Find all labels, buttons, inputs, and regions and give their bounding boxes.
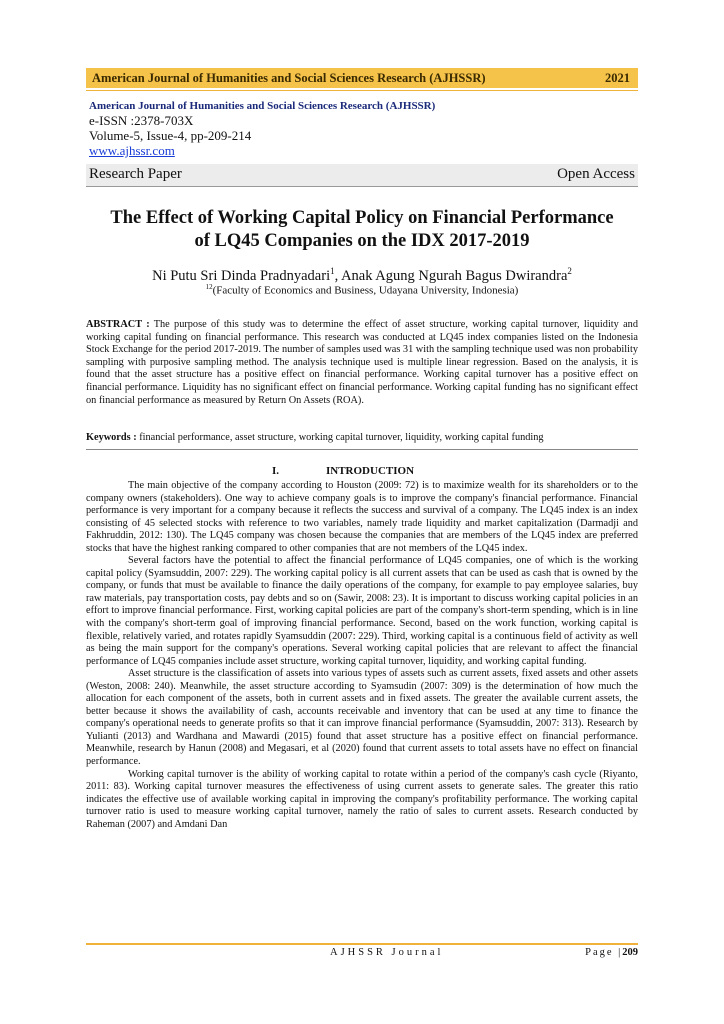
abstract-text: The purpose of this study was to determine the effect of asset structure, working capital turnover, liquidity and working capital funding on financial performance. This research was conducted at LQ45 index companies listed on the Indonesia Stock Exchange for the period 2017-2019. The number of samples used was 31 with the sampling technique used was non probability sampling with purposive sampling method. The analysis technique used is multiple linear regression. Based on the analysis, it is found that the asset structure has a positive effect on financial performance. Working capital turnover has a positive effect on financial performance. Liquidity has no significant effect on financial performance. Working capital funding has no significant effect on financial performance as measured by Return On Assets (ROA). (86, 319, 639, 406)
paragraph: Several factors have the potential to affect the financial performance of LQ45 companies, one of which is the working capital policy (Syamsuddin, 2007: 229). The working capital policy is all current assets that can be used as cash that is owned by the company, or funds that must be available to finance the daily operations of the company, for example to pay employee salaries, buy raw materials, pay transportation costs, pay debts and so on (Sawir, 2008: 23). It is important to discuss working capital policies in an effort to improve financial performance. First, working capital policies are part of the company's short-term spending, which is in line with the company's short-term goal of improving financial performance. Second, based on the work function, working capital is flexible, relatively varied, and rotates rapidly Syamsuddin (2007: 229). Third, working capital is a continuous field of activity as well as being the main support for the company's operations. Several working capital policies that are relevant to affect the financial performance of LQ45 companies include asset structure, working capital turnover, liquidity, and working capital funding. (86, 555, 638, 667)
section-title: INTRODUCTION (326, 465, 415, 477)
footer-divider (86, 943, 638, 945)
footer-page-number: 209 (622, 947, 638, 958)
body-text (86, 480, 638, 831)
keywords (86, 432, 646, 445)
paper-title (86, 207, 638, 253)
paper-type-bar (86, 164, 638, 187)
author-2: Anak Agung Ngurah Bagus Dwirandra (341, 267, 568, 284)
journal-header-year: 2021 (605, 71, 630, 85)
paragraph: Asset structure is the classification of assets into various types of assets such as current assets, fixed assets and other assets (Weston, 2008: 240). Meanwhile, the asset structure according to Syamsudin (2007: 309) is the determination of how much the allocation for each component of the assets, both in current assets and in fixed assets. The greater the available current assets, the better because it shows the availability of cash, accounts receivable and inventory that can be used at any time to finance the company's operational needs to generate profits so that it can improve financial performance (Syamsuddin, 2007: 313). Research by Yulianti (2013) and Wardhana and Mawardi (2015) found that asset structure has a positive effect on financial performance. Meanwhile, research by Hanun (2008) and Megasari, et al (2020) found that current assets to total assets have no effect on financial performance. (86, 668, 638, 768)
author-list (86, 262, 638, 285)
author-1-sup: 1 (330, 266, 335, 276)
section-number: I. (272, 465, 280, 477)
keywords-label: Keywords : (86, 432, 137, 443)
page-footer (86, 947, 638, 961)
journal-url-link[interactable]: www.ajhssr.com (89, 143, 175, 158)
footer-page (585, 947, 638, 958)
paper-type: Research Paper (89, 166, 182, 182)
footer-page-label: Page | (585, 947, 623, 958)
author-2-sup: 2 (567, 266, 572, 276)
affiliation-text: (Faculty of Economics and Business, Udayana University, Indonesia) (212, 284, 519, 297)
volume-issue: Volume-5, Issue-4, pp-209-214 (89, 128, 252, 143)
author-1: Ni Putu Sri Dinda Pradnyadari (152, 267, 331, 284)
abstract-label: ABSTRACT : (86, 319, 150, 330)
journal-header-title: American Journal of Humanities and Social Sciences Research (AJHSSR) (92, 71, 486, 85)
issn: e-ISSN :2378-703X (89, 113, 194, 128)
author-separator: , (334, 267, 342, 284)
affiliation (86, 283, 638, 297)
paragraph: The main objective of the company according to Houston (2009: 72) is to maximize wealth for its shareholders or to the company owners (stakeholders). One way to achieve company goals is to improve the company's financial performance. Financial performance is very important for a company because it reflects the success and survival of a company. The LQ45 index is an index consisting of 45 selected stocks with reference to two variables, namely trade liquidity and market capitalization (Darmadji and Fakhruddin, 2012: 130). The LQ45 company was chosen because the companies that are members of the LQ45 index are preferred stocks that have the highest ranking compared to other companies that are not members of the LQ45 index. (86, 480, 638, 554)
journal-name: American Journal of Humanities and Social Sciences Research (AJHSSR) (89, 100, 436, 112)
keywords-text: financial performance, asset structure, working capital turnover, liquidity, working capital funding (136, 432, 544, 443)
title-line-2: of LQ45 Companies on the IDX 2017-2019 (194, 231, 530, 251)
title-line-1: The Effect of Working Capital Policy on Financial Performance (110, 208, 614, 228)
paragraph: Working capital turnover is the ability of working capital to rotate within a period of the company's cash cycle (Riyanto, 2011: 83). Working capital turnover measures the effectiveness of using current assets to generate sales. The greater this ratio indicates the effective use of available working capital in improving the company's profitability performance. The working capital turnover ratio is used to measure working capital turnover, namely the ratio of sales to current assets. Research conducted by Raheman (2007) and Amdani Dan (86, 768, 638, 830)
abstract (86, 319, 638, 407)
affiliation-sup: 12 (205, 283, 213, 291)
header-divider (86, 90, 638, 91)
journal-meta (89, 99, 637, 158)
journal-header-bar (86, 68, 638, 88)
keywords-divider (86, 449, 638, 450)
access-type: Open Access (557, 166, 635, 182)
footer-journal: AJHSSR Journal (330, 947, 444, 958)
